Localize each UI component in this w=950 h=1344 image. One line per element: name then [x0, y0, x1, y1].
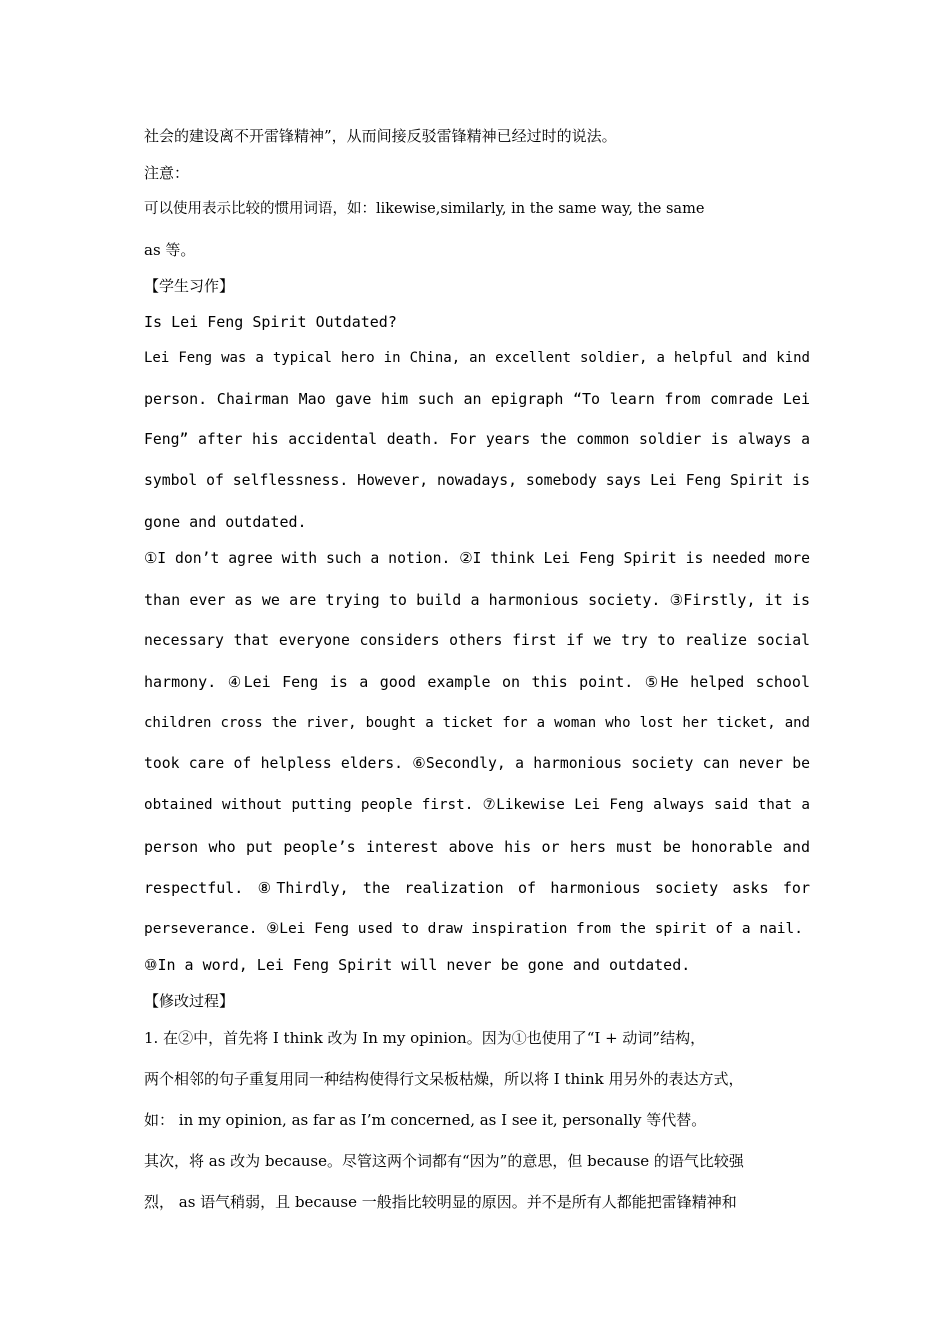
text-line: 烈， as 语气稍弱，且 because 一般指比较明显的原因。并不是所有人都能把雷锋精神和	[144, 1193, 737, 1211]
text-line: 两个相邻的句子重复用同一种结构使得行文呆板枯燥，所以将 I think 用另外的表达方式，	[144, 1070, 744, 1088]
text-line: 注意：	[144, 164, 190, 182]
text-line: harmony. ④Lei Feng is a good example on this point. ⑤He helped school	[144, 673, 810, 691]
text-line: than ever as we are trying to build a harmonious society. ③Firstly, it is	[144, 591, 810, 609]
text-line: took care of helpless elders. ⑥Secondly, a harmonious society can never be	[144, 755, 810, 772]
text-line: necessary that everyone considers others first if we try to realize social	[144, 632, 810, 649]
text-line: person who put people’s interest above his or hers must be honorable and	[144, 838, 810, 856]
text-line: respectful. ⑧Thirdly, the realization of harmonious society asks for	[144, 879, 810, 897]
text-line: 可以使用表示比较的惯用词语，如：likewise,similarly, in the same way, the same	[144, 201, 705, 217]
text-line: Feng” after his accidental death. For years the common soldier is always a	[144, 431, 810, 448]
text-line: 社会的建设离不开雷锋精神”，从而间接反驳雷锋精神已经过时的说法。	[144, 127, 617, 145]
text-line: symbol of selflessness. However, nowadays, somebody says Lei Feng Spirit is	[144, 472, 811, 489]
text-line: 1. 在②中，首先将 I think 改为 In my opinion。因为①也使用了“I + 动词”结构，	[144, 1029, 706, 1047]
text-line: perseverance. ⑨Lei Feng used to draw inspiration from the spirit of a nail.	[144, 921, 803, 937]
text-line: as 等。	[144, 241, 196, 259]
text-line: ⑩In a word, Lei Feng Spirit will never be gone and outdated.	[144, 956, 691, 974]
text-line: 其次，将 as 改为 because。尽管这两个词都有“因为”的意思，但 because 的语气比较强	[144, 1152, 744, 1170]
text-line: Lei Feng was a typical hero in China, an excellent soldier, a helpful and kind	[144, 350, 810, 366]
text-line: obtained without putting people first. ⑦Likewise Lei Feng always said that a	[144, 797, 810, 813]
essay-title: Is Lei Feng Spirit Outdated?	[144, 313, 397, 331]
text-line: person. Chairman Mao gave him such an epigraph “To learn from comrade Lei	[144, 390, 810, 408]
text-line: 如： in my opinion, as far as I’m concerned, as I see it, personally 等代替。	[144, 1111, 707, 1129]
section-heading: 【学生习作】	[144, 277, 235, 295]
text-line: ①I don’t agree with such a notion. ②I think Lei Feng Spirit is needed more	[144, 550, 810, 567]
section-heading: 【修改过程】	[144, 992, 235, 1010]
text-line: gone and outdated.	[144, 513, 307, 531]
text-line: children cross the river, bought a ticket for a woman who lost her ticket, and	[144, 715, 810, 731]
